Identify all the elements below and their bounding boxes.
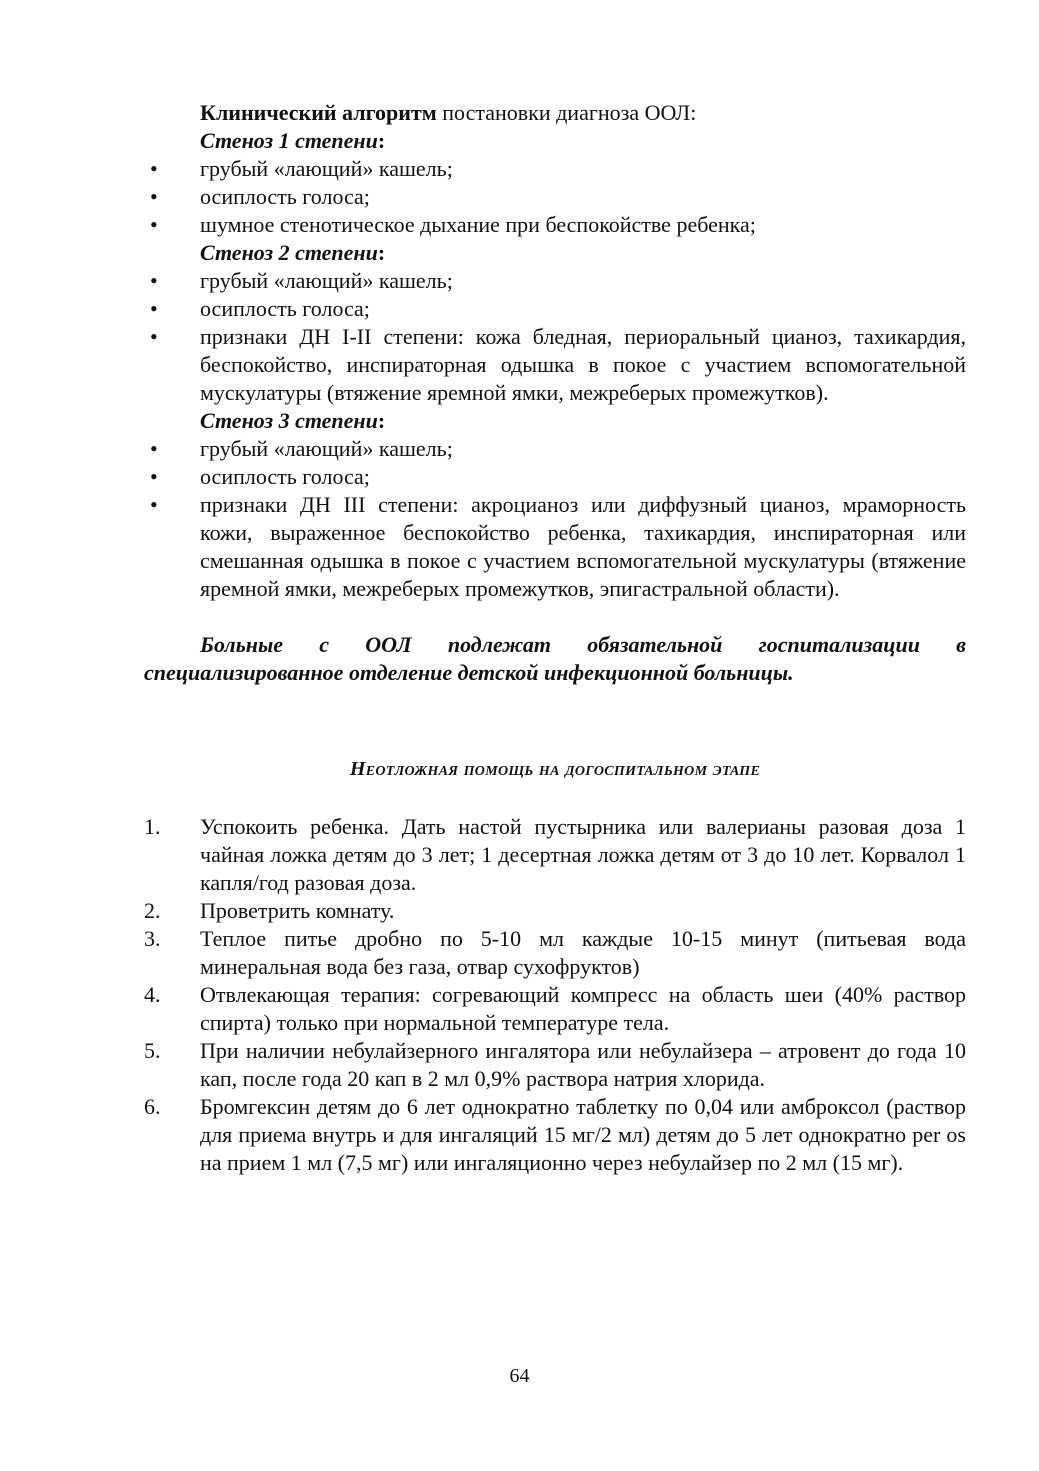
list-item-text: грубый «лающий» кашель; xyxy=(200,436,453,461)
list-item xyxy=(144,813,966,897)
intro-rest: постановки диагноза ООЛ: xyxy=(436,100,697,125)
step-text: Проветрить комнату. xyxy=(200,898,395,923)
page-content xyxy=(144,99,966,1177)
bullet-icon: • xyxy=(150,464,158,489)
bullet-icon: • xyxy=(150,184,158,209)
stenosis2-title: Стеноз 2 степени xyxy=(200,240,378,265)
list-item xyxy=(144,435,966,463)
list-item xyxy=(144,981,966,1037)
list-item xyxy=(144,323,966,407)
intro-bold: Клинический алгоритм xyxy=(200,100,437,125)
bullet-icon: • xyxy=(150,212,158,237)
bullet-icon: • xyxy=(150,492,158,517)
list-item-text: признаки ДН III степени: акроцианоз или диффузный цианоз, мраморность кожи, выраженное беспокойство ребенка, тахикардия, инспираторная или смешанная одышка в покое с участием вспомогательной мускулатуры (втяжение яремной ямки, межреберых промежутков, эпигастральной области). xyxy=(200,492,966,601)
list-item-text: осиплость голоса; xyxy=(200,464,370,489)
list-item xyxy=(144,295,966,323)
emergency-steps-list xyxy=(144,813,966,1177)
step-number: 6. xyxy=(144,1094,161,1119)
list-item xyxy=(144,211,966,239)
step-text: Успокоить ребенка. Дать настой пустырника или валерианы разовая доза 1 чайная ложка детям до 3 лет; 1 десертная ложка детям от 3 до 10 лет. Корвалол 1 капля/год разовая доза. xyxy=(200,814,966,895)
step-number: 5. xyxy=(144,1038,161,1063)
step-text: Теплое питье дробно по 5-10 мл каждые 10-15 минут (питьевая вода минеральная вода без газа, отвар сухофруктов) xyxy=(200,926,966,979)
list-item xyxy=(144,925,966,981)
step-text: При наличии небулайзерного ингалятора или небулайзера – атровент до года 10 кап, после года 20 кап в 2 мл 0,9% раствора натрия хлорида. xyxy=(200,1038,966,1091)
list-item-text: шумное стенотическое дыхание при беспокойстве ребенка; xyxy=(200,212,756,237)
list-item-text: грубый «лающий» кашель; xyxy=(200,156,453,181)
step-number: 4. xyxy=(144,982,161,1007)
list-item xyxy=(144,1037,966,1093)
step-number: 3. xyxy=(144,926,161,951)
hospitalization-note: Больные с ООЛ подлежат обязательной госпитализации в специализированное отделение детской инфекционной больницы. xyxy=(144,632,966,685)
stenosis2-colon: : xyxy=(377,240,386,265)
list-item xyxy=(144,491,966,603)
list-item-text: осиплость голоса; xyxy=(200,184,370,209)
page-number: 64 xyxy=(509,1365,530,1387)
list-item xyxy=(144,463,966,491)
step-text: Бромгексин детям до 6 лет однократно таблетку по 0,04 или амброксол (раствор для приема внутрь и для ингаляций 15 мг/2 мл) детям до 5 лет однократно per os на прием 1 мл (7,5 мг) или ингаляционно через небулайзер по 2 мл (15 мг). xyxy=(200,1094,966,1175)
stenosis1-colon: : xyxy=(377,128,386,153)
stenosis3-colon: : xyxy=(377,408,386,433)
section-heading: Неотложная помощь на догоспитальном этапе xyxy=(349,758,761,780)
stenosis3-heading xyxy=(144,407,966,435)
bullet-icon: • xyxy=(150,268,158,293)
list-item xyxy=(144,267,966,295)
step-number: 2. xyxy=(144,898,161,923)
bullet-icon: • xyxy=(150,436,158,461)
list-item-text: признаки ДН I-II степени: кожа бледная, периоральный цианоз, тахикардия, беспокойство, инспираторная одышка в покое с участием вспомогательной мускулатуры (втяжение яремной ямки, межреберых промежутков). xyxy=(200,324,966,405)
list-item xyxy=(144,1093,966,1177)
list-item-text: осиплость голоса; xyxy=(200,296,370,321)
bullet-icon: • xyxy=(150,296,158,321)
intro-line xyxy=(144,99,966,127)
step-text: Отвлекающая терапия: согревающий компресс на область шеи (40% раствор спирта) только при нормальной температуре тела. xyxy=(200,982,966,1035)
bullet-icon: • xyxy=(150,324,158,349)
stenosis3-title: Стеноз 3 степени xyxy=(200,408,378,433)
bullet-icon: • xyxy=(150,156,158,181)
list-item xyxy=(144,155,966,183)
list-item xyxy=(144,897,966,925)
stenosis2-heading xyxy=(144,239,966,267)
list-item-text: грубый «лающий» кашель; xyxy=(200,268,453,293)
step-number: 1. xyxy=(144,814,161,839)
stenosis1-title: Стеноз 1 степени xyxy=(200,128,378,153)
stenosis1-heading xyxy=(144,127,966,155)
list-item xyxy=(144,183,966,211)
